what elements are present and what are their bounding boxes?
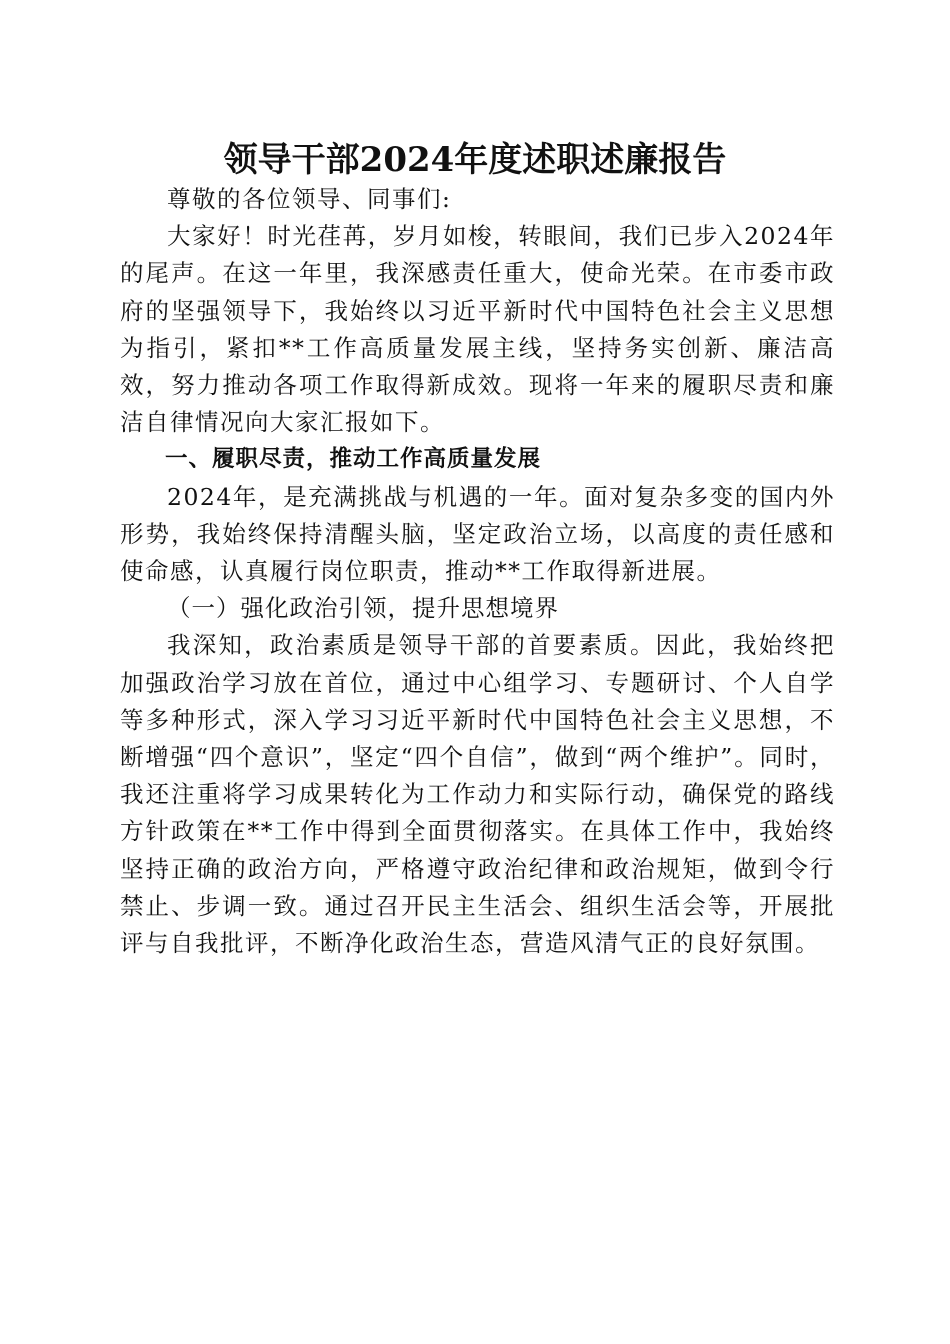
salutation: 尊敬的各位领导、同事们: — [167, 185, 452, 213]
body-paragraph: 2024年，是充满挑战与机遇的一年。面对复杂多变的国内外形势，我始终保持清醒头脑，坚定政治立场，以高度的责任感和使命感，认真履行岗位职责，推动**工作取得新进展。 — [120, 482, 835, 586]
section-heading: 一、履职尽责，推动工作高质量发展 — [165, 446, 542, 473]
document-body — [120, 178, 835, 962]
subsection-heading: （一）强化政治引领，提升思想境界 — [167, 594, 559, 623]
body-paragraph: 我深知，政治素质是领导干部的首要素质。因此，我始终把加强政治学习放在首位，通过中心组学习、专题研讨、个人自学等多种形式，深入学习习近平新时代中国特色社会主义思想，不断增强“四个意识”，坚定“四个自信”，做到“两个维护”。同时，我还注重将学习成果转化为工作动力和实际行动，确保党的路线方针政策在**工作中得到全面贯彻落实。在具体工作中，我始终坚持正确的政治方向，严格遵守政治纪律和政治规矩，做到令行禁止、步调一致。通过召开民主生活会、组织生活会等，开展批评与自我批评，不断净化政治生态，营造风清气正的良好氛围。 — [120, 631, 835, 958]
body-paragraph: 大家好！时光荏苒，岁月如梭，转眼间，我们已步入2024年的尾声。在这一年里，我深感责任重大，使命光荣。在市委市政府的坚强领导下，我始终以习近平新时代中国特色社会主义思想为指引，紧扣**工作高质量发展主线，坚持务实创新、廉洁高效，努力推动各项工作取得新成效。现将一年来的履职尽责和廉洁自律情况向大家汇报如下。 — [120, 222, 835, 437]
document-title: 领导干部2024年度述职述廉报告 — [223, 140, 727, 180]
